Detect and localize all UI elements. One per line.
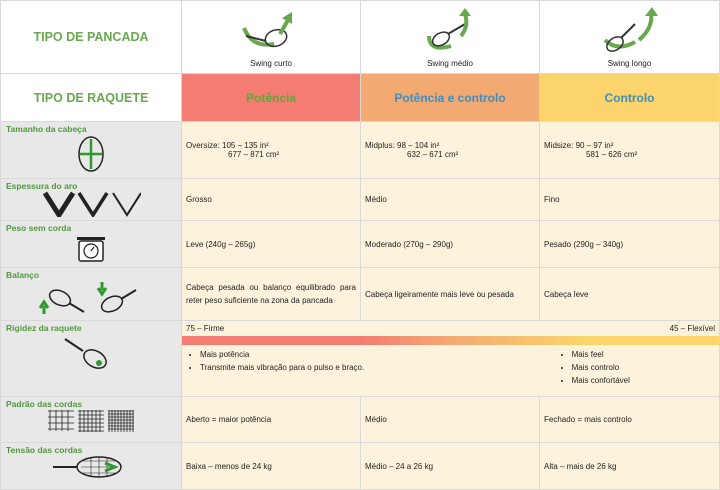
pattern-power: Aberto = maior potência [182, 397, 361, 443]
tension-power-control: Médio – 24 a 26 kg [361, 443, 540, 490]
short-swing-racket-icon [236, 6, 306, 56]
frame-power-control: Médio [361, 179, 540, 221]
padrao-label: Padrão das cordas [6, 399, 83, 409]
head-size-power-in: Oversize: 105 – 135 in² [186, 141, 269, 150]
list-item: • Mais feel [572, 348, 719, 361]
tension-control: Alta – mais de 26 kg [540, 443, 720, 490]
stiffness-racket-icon [61, 333, 121, 373]
weight-power: Leve (240g – 265g) [182, 221, 361, 268]
stiffness-flexible-list [554, 348, 719, 387]
head-size-control [540, 122, 720, 179]
pattern-power-control: Médio [361, 397, 540, 443]
stiffness-firm-list [182, 348, 367, 387]
weight-power-control: Moderado (270g – 290g) [361, 221, 540, 268]
row-label-tensao [1, 443, 182, 490]
row-label-peso [1, 221, 182, 268]
rigidez-label: Rigidez da raquete [6, 323, 82, 333]
racket-type-power-control: Potência e controlo [361, 74, 540, 122]
frame-thickness-icon [41, 191, 141, 217]
head-size-midplus-cm: 632 – 671 cm² [407, 150, 459, 159]
list-item: • Mais potência [200, 348, 367, 361]
list-item: • Mais confortável [572, 374, 719, 387]
stiffness-gradient-bar [182, 336, 719, 345]
row-label-balanco [1, 268, 182, 321]
swing-long-label: Swing longo [607, 59, 652, 68]
stiffness-cell [182, 321, 720, 397]
head-size-power-cm: 677 – 871 cm² [228, 150, 280, 159]
cabeca-label: Tamanho da cabeça [6, 124, 87, 134]
swing-medium-label: Swing médio [427, 59, 473, 68]
string-pattern-icon [46, 409, 136, 433]
balance-power-control: Cabeça ligeiramente mais leve ou pesada [361, 268, 540, 321]
weight-control: Pesado (290g – 340g) [540, 221, 720, 268]
head-size-midsize-cm: 581 – 626 cm² [586, 150, 638, 159]
head-size-midsize-in: Midsize: 90 – 97 in² [544, 141, 614, 150]
medium-swing-racket-icon [415, 6, 485, 56]
long-swing-racket-icon [595, 6, 665, 56]
frame-control: Fino [540, 179, 720, 221]
peso-label: Peso sem corda [6, 223, 72, 233]
stiffness-firm-label: 75 – Firme [186, 324, 225, 333]
string-tension-icon [51, 455, 131, 479]
racket-type-power: Potência [182, 74, 361, 122]
scale-icon [73, 233, 109, 263]
balance-icon [36, 280, 146, 316]
swing-short-label: Swing curto [250, 59, 292, 68]
stiffness-flexible-label: 45 – Flexível [669, 324, 715, 333]
swing-short-cell [182, 1, 361, 74]
tipo-pancada-header: TIPO DE PANCADA [1, 1, 182, 74]
list-item: • Transmite mais vibração para o pulso e braço. [200, 361, 367, 374]
list-item: • Mais controlo [572, 361, 719, 374]
stiffness-scale [182, 321, 719, 336]
row-label-rigidez [1, 321, 182, 397]
balance-control: Cabeça leve [540, 268, 720, 321]
balanco-label: Balanço [6, 270, 40, 280]
head-size-midplus-in: Midplus: 98 – 104 in² [365, 141, 440, 150]
pattern-control: Fechado = mais controlo [540, 397, 720, 443]
frame-power: Grosso [182, 179, 361, 221]
tension-power: Baixa – menos de 24 kg [182, 443, 361, 490]
tensao-label: Tensão das cordas [6, 445, 83, 455]
balance-power: Cabeça pesada ou balanço equilibrado para reter peso suficiente na zona da pancada [182, 268, 361, 321]
row-label-padrao [1, 397, 182, 443]
racket-type-control: Controlo [540, 74, 720, 122]
swing-long-cell [540, 1, 720, 74]
racket-head-size-icon [71, 134, 111, 174]
head-size-power-control [361, 122, 540, 179]
aro-label: Espessura do aro [6, 181, 78, 191]
row-label-cabeca [1, 122, 182, 179]
head-size-power [182, 122, 361, 179]
row-label-aro [1, 179, 182, 221]
swing-medium-cell [361, 1, 540, 74]
tipo-raquete-header: TIPO DE RAQUETE [1, 74, 182, 122]
